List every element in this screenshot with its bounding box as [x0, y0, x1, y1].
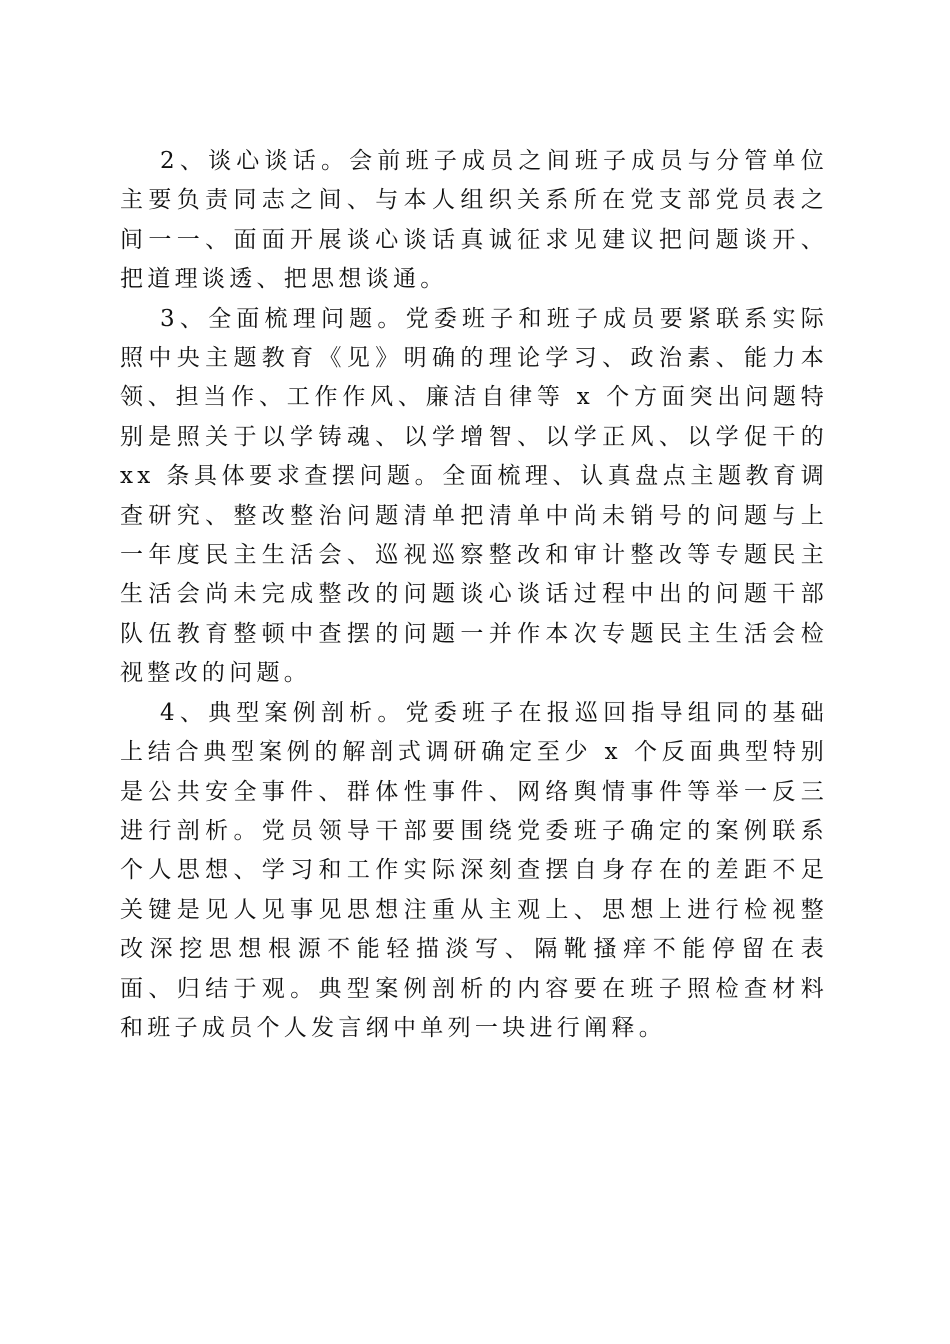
paragraph-talk: 2、谈心谈话。会前班子成员之间班子成员与分管单位主要负责同志之间、与本人组织关系所在党支部党员表之间一一、面面开展谈心谈话真诚征求见建议把问题谈开、把道理谈透、把思想谈通。	[120, 148, 828, 293]
document-body	[120, 142, 828, 1048]
paragraph-review-issues: 3、全面梳理问题。党委班子和班子成员要紧联系实际照中央主题教育《见》明确的理论学习、政治素、能力本领、担当作、工作作风、廉洁自律等 x 个方面突出问题特别是照关于以学铸魂、以学增智、以学正风、以学促干的 xx 条具体要求查摆问题。全面梳理、认真盘点主题教育调查研究、整改整治问题清单把清单中尚未销号的问题与上一年度民主生活会、巡视巡察整改和审计整改等专题民主生活会尚未完成整改的问题谈心谈话过程中出的问题干部队伍教育整顿中查摆的问题一并作本次专题民主生活会检视整改的问题。	[120, 305, 828, 687]
paragraph-case-analysis: 4、典型案例剖析。党委班子在报巡回指导组同的基础上结合典型案例的解剖式调研确定至少 x 个反面典型特别是公共安全事件、群体性事件、网络舆情事件等举一反三进行剖析。党员领导干部要围绕党委班子确定的案例联系个人思想、学习和工作实际深刻查摆自身存在的差距不足关键是见人见事见思想注重从主观上、思想上进行检视整改深挖思想根源不能轻描淡写、隔靴搔痒不能停留在表面、归结于观。典型案例剖析的内容要在班子照检查材料和班子成员个人发言纲中单列一块进行阐释。	[120, 699, 828, 1041]
